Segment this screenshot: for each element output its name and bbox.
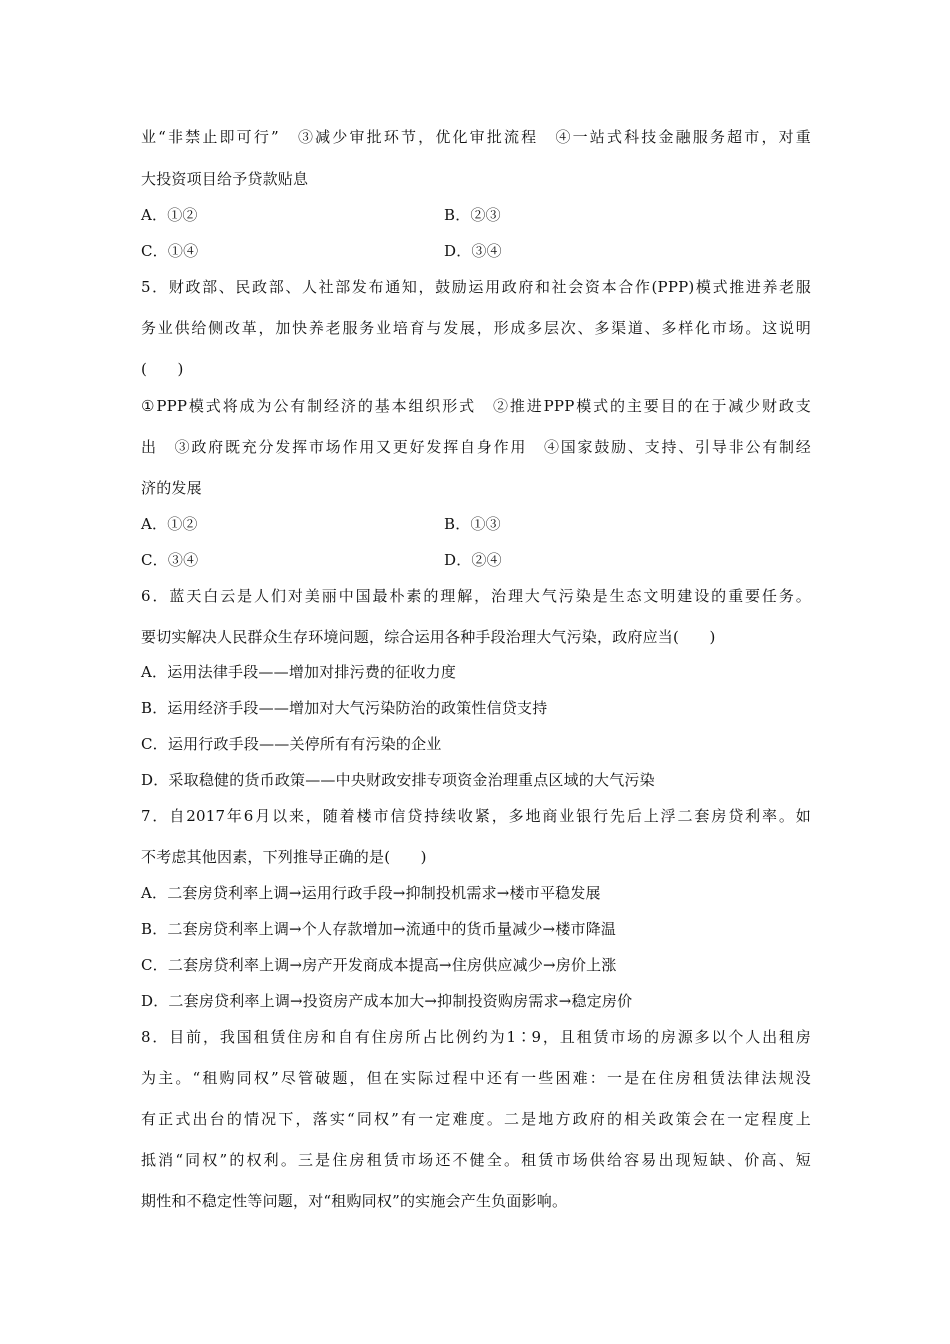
q5-option-c: C．③④ [141, 551, 199, 569]
q8-stem-line-4: 抵消“同权”的权利。三是住房租赁市场还不健全。租赁市场供给容易出现短缺、价高、短 [141, 1151, 811, 1169]
q6-stem-line-2: 要切实解决人民群众生存环境问题，综合运用各种手段治理大气污染，政府应当( ) [141, 628, 716, 646]
q7-option-a: A．二套房贷利率上调→运用行政手段→抑制投机需求→楼市平稳发展 [141, 884, 601, 902]
q7-stem-line-1: 7．自2017年6月以来，随着楼市信贷持续收紧，多地商业银行先后上浮二套房贷利率。如 [141, 807, 811, 825]
q4-stem-line-2: 大投资项目给予贷款贴息 [141, 170, 309, 188]
q4-option-d: D．③④ [444, 242, 502, 260]
q4-stem-line-1: 业“非禁止即可行” ③减少审批环节，优化审批流程 ④一站式科技金融服务超市，对重 [141, 128, 811, 146]
q7-option-b: B．二套房贷利率上调→个人存款增加→流通中的货币量减少→楼市降温 [141, 920, 617, 938]
q8-stem-line-1: 8．目前，我国租赁住房和自有住房所占比例约为1∶9，且租赁市场的房源多以个人出租房 [141, 1028, 811, 1046]
q6-option-d: D．采取稳健的货币政策——中央财政安排专项资金治理重点区域的大气污染 [141, 771, 655, 789]
q8-stem-line-5: 期性和不稳定性等问题，对“租购同权”的实施会产生负面影响。 [141, 1192, 568, 1210]
q5-items-line-3: 济的发展 [141, 479, 202, 497]
q5-items-line-2: 出 ③政府既充分发挥市场作用又更好发挥自身作用 ④国家鼓励、支持、引导非公有制经 [141, 438, 811, 456]
q5-stem-line-1: 5．财政部、民政部、人社部发布通知，鼓励运用政府和社会资本合作(PPP)模式推进养老服 [141, 278, 811, 296]
q8-stem-line-2: 为主。“租购同权”尽管破题，但在实际过程中还有一些困难：一是在住房租赁法律法规没 [141, 1069, 811, 1087]
q6-option-c: C．运用行政手段——关停所有有污染的企业 [141, 735, 442, 753]
q6-option-b: B．运用经济手段——增加对大气污染防治的政策性信贷支持 [141, 699, 548, 717]
q5-option-d: D．②④ [444, 551, 502, 569]
q5-option-b: B．①③ [444, 515, 501, 533]
q7-option-d: D．二套房贷利率上调→投资房产成本加大→抑制投资购房需求→稳定房价 [141, 992, 633, 1010]
q5-answer-blank: ( ) [141, 360, 184, 378]
q8-stem-line-3: 有正式出台的情况下，落实“同权”有一定难度。二是地方政府的相关政策会在一定程度上 [141, 1110, 811, 1128]
q4-option-b: B．②③ [444, 206, 501, 224]
q4-option-c: C．①④ [141, 242, 199, 260]
q6-option-a: A．运用法律手段——增加对排污费的征收力度 [141, 663, 457, 681]
q7-option-c: C．二套房贷利率上调→房产开发商成本提高→住房供应减少→房价上涨 [141, 956, 617, 974]
q6-stem-line-1: 6．蓝天白云是人们对美丽中国最朴素的理解，治理大气污染是生态文明建设的重要任务。 [141, 587, 811, 605]
q4-option-a: A．①② [141, 206, 198, 224]
q5-items-line-1: ①PPP模式将成为公有制经济的基本组织形式 ②推进PPP模式的主要目的在于减少财政支 [141, 397, 811, 415]
q5-stem-line-2: 务业供给侧改革，加快养老服务业培育与发展，形成多层次、多渠道、多样化市场。这说明 [141, 319, 811, 337]
q5-option-a: A．①② [141, 515, 198, 533]
q7-stem-line-2: 不考虑其他因素，下列推导正确的是( ) [141, 848, 427, 866]
